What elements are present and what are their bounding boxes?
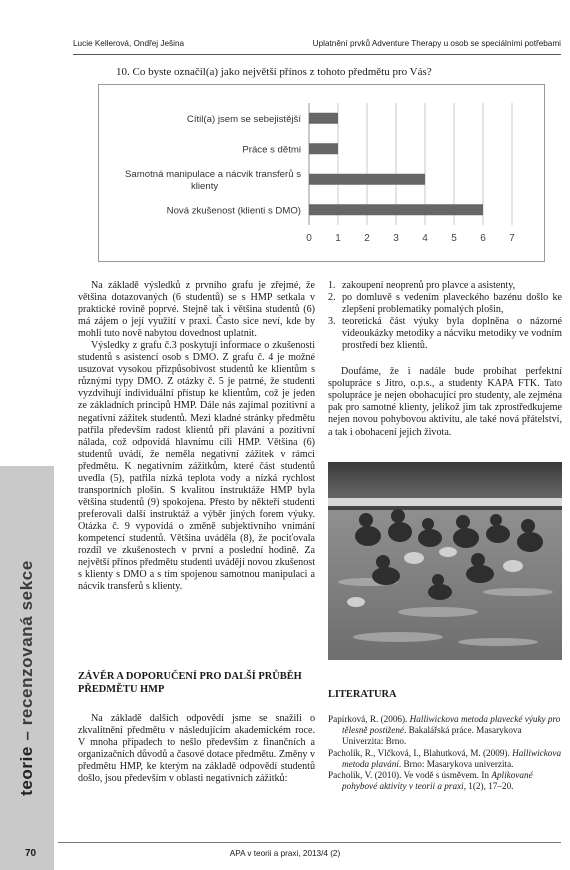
- footer-journal: APA v teorii a praxi, 2013/4 (2): [229, 849, 341, 858]
- running-header-title: Uplatnění prvků Adventure Therapy u osob se speciálními potřebami: [312, 39, 561, 48]
- bar-chart: [98, 84, 545, 262]
- paragraph-closing: Doufáme, že i nadále bude probíhat perfektní spolupráce s Jitro, o.p.s., a studenty KAPA FTK. Tato spolupráce je nejen obohacující pro studenty, ale zejména pak pro samotné klienty, jelikož jim tak zprostředkujeme nejen novou pohybovou aktivitu, ale také nová přátelství, a tak i obohacení jejich života.: [328, 366, 562, 438]
- right-column: [328, 280, 562, 439]
- list-item: 1. zakoupení neoprenů pro plavce a asistenty,: [328, 280, 516, 291]
- x-tick-label: 6: [480, 233, 486, 244]
- bar-chart-svg: [99, 85, 544, 261]
- x-tick-label: 5: [451, 233, 457, 244]
- paragraph-conclusion: Na základě dalších odpovědí jsme se snažili o zkvalitnění předmětu v následujícím akademickém roce. V mnoha případech to nešlo především z finančních a organizačních důvodů a časové dotace předmětu. Změny v předmětu HMP, ke kterým na základě odpovědí studentů došlo, jsou především v oblasti negativních zážitků:: [78, 713, 315, 785]
- reference-item: Pacholík, R., Vlčková, I., Blahutková, M. (2009). Halliwickova metoda plavání. Brno: Masarykova univerzita.: [328, 747, 562, 769]
- x-tick-label: 7: [509, 233, 515, 244]
- x-tick-label: 2: [364, 233, 370, 244]
- bar: [309, 143, 338, 154]
- paragraph-results-detail: Výsledky z grafu č.3 poskytují informace o zkušenosti studentů s asistencí osob s DMO. Z grafu č. 4 je možné usuzovat vysokou přizpůsobivost studentů ke klientům s různými typy DMO. Z otázky č. 5 je patrné, že studenti vyzdvihují individuální přístup ke klientům, což je jeden ze základních principů HMP. Dále nás zajímal pozitivní a negativní zážitek studentů. Mezi kladné stránky předmětu patřila především radost klientů při plavání a pozitivní nálada, což odpovídá hlavnímu cíli HMP. Většina (6) studentů uvádí, že neměla negativní zážitek v rámci předmětu. K negativním zážitkům, které část studentů uvedla (5), patřila nízká teplota vody a nízká rychlost transportních plošin. S kvalitou instruktáže HMP byla většina studentů (9) spokojena. Přesto by někteří studenti preferovali další instruktáž a výběr jiných forem výuky. Otázka č. 9 vypovídá o změně subjektivního vnímání kompetencí studentů. Většina uváděla (8), že pociťovala rozdíl ve zkušenostech v první a poslední hodině. Za největší přínos předmětu studenti uvádějí novou zkušenost s klienty s DMO a s tím spojenou samotnou manipulaci a nácvik transferů s klienty.: [78, 340, 315, 593]
- bar: [309, 113, 338, 124]
- left-column: [78, 280, 315, 593]
- chart-question-title: 10. Co byste označil(a) jako největší přínos z tohoto předmětu pro Vás?: [116, 66, 432, 78]
- changes-list: [328, 280, 562, 352]
- bar: [309, 204, 483, 215]
- x-tick-label: 3: [393, 233, 399, 244]
- list-item: 2. po domluvě s vedením plaveckého bazénu došlo ke zlepšení problematiky pomalých plošin,: [328, 292, 562, 316]
- category-label: Samotná manipulace a nácvik transferů s: [125, 168, 301, 180]
- reference-item: Pacholík, V. (2010). Ve vodě s úsměvem. In Aplikované pohybové aktivity v teorii a praxi, 1(2), 17–20.: [328, 770, 533, 792]
- section-heading: [78, 670, 315, 696]
- section-heading-line2: PŘEDMĚTU HMP: [78, 684, 165, 695]
- section-side-label: teorie – recenzovaná sekce: [17, 560, 36, 796]
- reference-item: Papírková, R. (2006). Halliwickova metoda plavecké výuky pro tělesně postižené. Bakalářská práce. Masarykova Univerzita: Brno.: [328, 714, 561, 747]
- literature-heading: LITERATURA: [328, 689, 397, 700]
- pool-photo-image: [328, 462, 562, 660]
- conclusion-text: [78, 713, 315, 785]
- x-tick-label: 0: [306, 233, 312, 244]
- running-header-authors: Lucie Kellerová, Ondřej Ješina: [73, 39, 185, 48]
- pool-photo: [328, 462, 562, 660]
- literature-list: [328, 714, 562, 792]
- footer-rule: [58, 842, 561, 843]
- x-tick-label: 1: [335, 233, 341, 244]
- bar: [309, 174, 425, 185]
- x-tick-label: 4: [422, 233, 428, 244]
- category-label: Práce s dětmi: [242, 144, 301, 156]
- category-label: klienty: [191, 180, 219, 192]
- category-label: Nová zkušenost (klienti s DMO): [166, 205, 301, 217]
- paragraph-results-intro: Na základě výsledků z prvního grafu je zřejmé, že většina dotazovaných (6 studentů) se s HMP setkala v praktické rovině poprvé. Stejně tak i většina studentů (6) má zájem o její využití v praxi. Často sice neví, kde by mohli tuto nově nabytou dovednost uplatnit.: [78, 280, 315, 340]
- page-number: 70: [25, 848, 37, 859]
- section-heading-line1: ZÁVĚR A DOPORUČENÍ PRO DALŠÍ PRŮBĚH: [78, 671, 302, 682]
- header-rule: [73, 54, 561, 55]
- category-label: Cítil(a) jsem se sebejistější: [186, 113, 301, 125]
- list-item: 3. teoretická část výuky byla doplněna o názorné videoukázky metodiky a nácviku metodiky ve vodním prostředí bez klientů.: [328, 316, 562, 352]
